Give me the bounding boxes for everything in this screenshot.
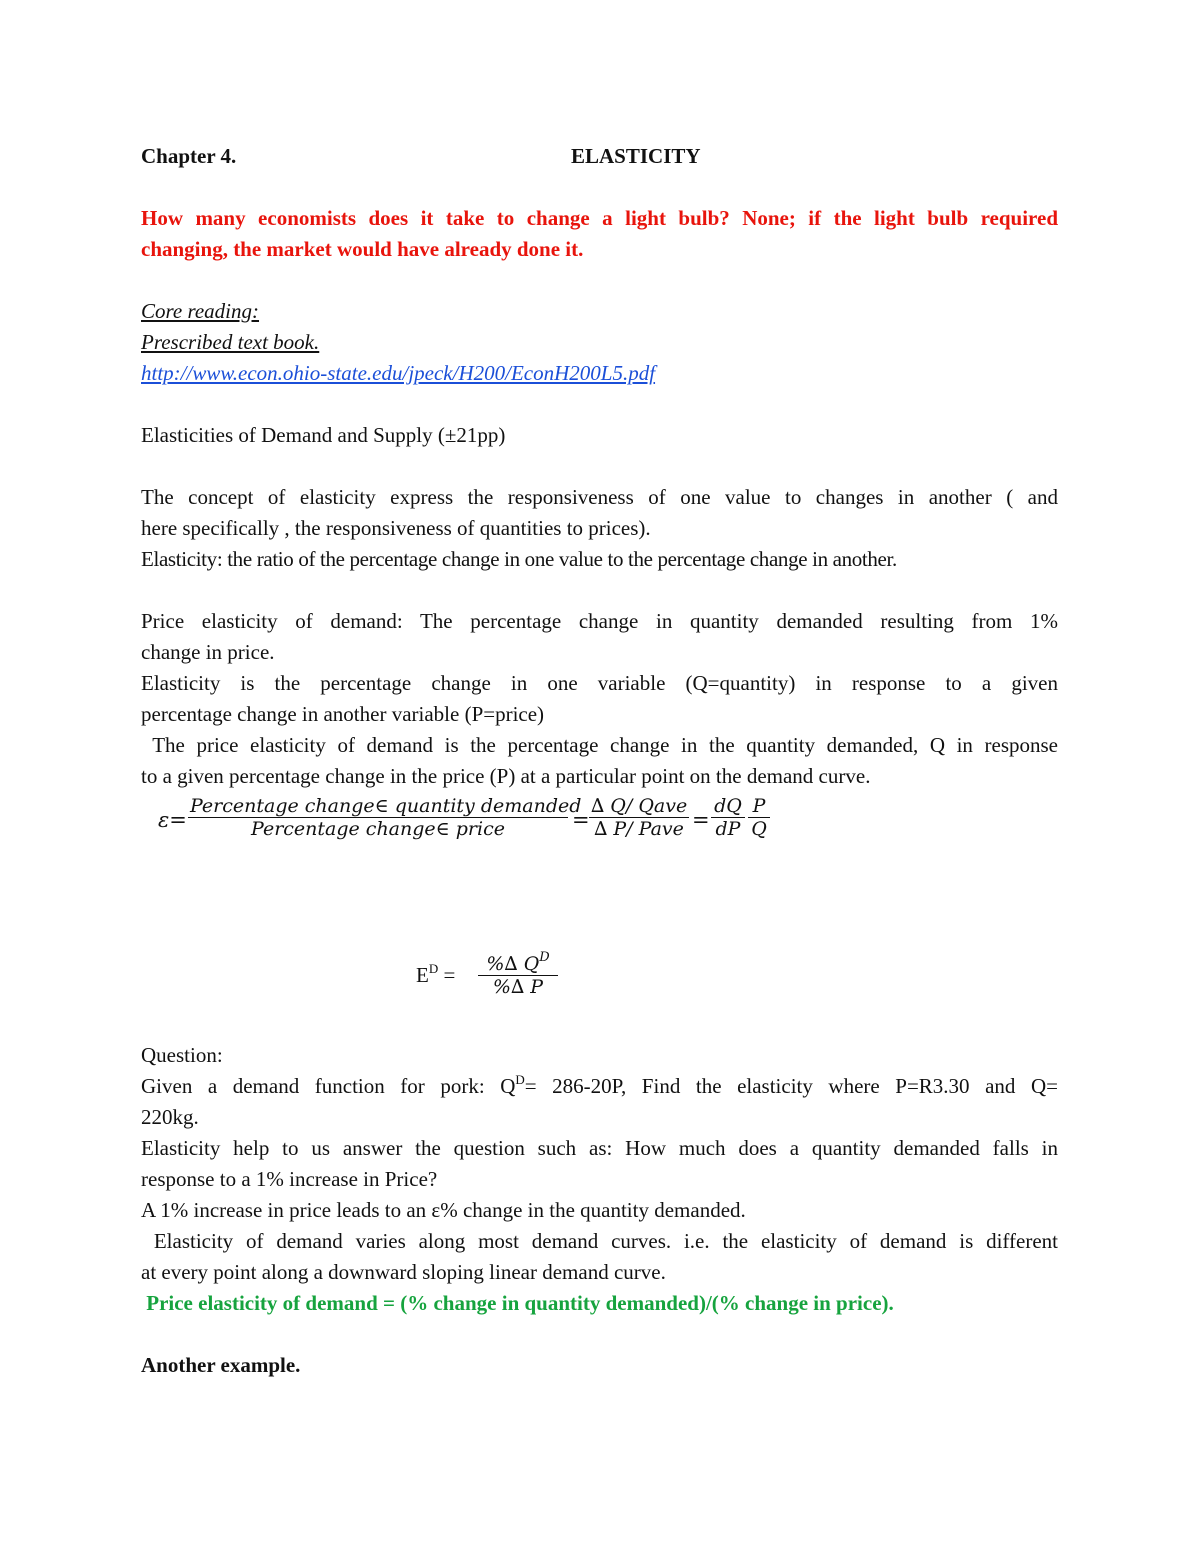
ed-numerator-superscript: D [539, 950, 550, 965]
fraction-delta [589, 795, 689, 840]
section-heading: Elasticities of Demand and Supply (±21pp) [141, 423, 506, 447]
ed-fraction [478, 950, 558, 998]
fraction-derivative [711, 795, 745, 840]
question-line-1 [141, 1071, 1058, 1102]
concept-line-1: The concept of elasticity express the responsiveness of one value to changes in another ( and [141, 485, 1058, 509]
ped-line-1: Price elasticity of demand: The percentage change in quantity demanded resulting from 1% [141, 609, 1058, 633]
variable-line-2: percentage change in another variable (P=price) [141, 702, 545, 726]
ped-line-2: change in price. [141, 640, 275, 664]
fraction-percentage [188, 795, 582, 840]
chapter-heading [141, 141, 1058, 172]
chapter-title: ELASTICITY [571, 144, 701, 168]
fraction-derivative-denominator: dP [715, 818, 741, 840]
ped-formula-green: Price elasticity of demand = (% change in quantity demanded)/(% change in price). [141, 1291, 894, 1315]
joke-line-2: changing, the market would have already done it. [141, 237, 584, 261]
ed-numerator-text: %∆ Q [486, 953, 540, 975]
chapter-number: Chapter 4. [141, 144, 237, 168]
varies-line-2: at every point along a downward sloping linear demand curve. [141, 1260, 666, 1284]
help-line-1: Elasticity help to us answer the question such as: How much does a quantity demanded falls in [141, 1136, 1058, 1160]
question-superscript: D [515, 1072, 525, 1087]
fraction-derivative-numerator: dQ [711, 795, 745, 818]
epsilon-equals: ε= [158, 808, 187, 832]
ed-denominator: %∆ P [492, 976, 544, 998]
ed-numerator [478, 950, 558, 976]
point-line-2: to a given percentage change in the price (P) at a particular point on the demand curve. [141, 764, 871, 788]
core-reading-label: Core reading: [141, 299, 260, 323]
fraction-delta-numerator: ∆ Q/ Qave [591, 795, 688, 817]
question-text-a: Given a demand function for pork: Q [141, 1074, 516, 1098]
reading-link[interactable]: http://www.econ.ohio-state.edu/jpeck/H200/EconH200L5.pdf [141, 361, 656, 385]
increase-line: A 1% increase in price leads to an ε% change in the quantity demanded. [141, 1198, 746, 1222]
fraction-percentage-denominator: Percentage change∈ price [251, 818, 505, 840]
fraction-pq-numerator: P [748, 795, 770, 818]
joke-line-1: How many economists does it take to change a light bulb? None; if the light bulb required [141, 206, 1058, 230]
another-example: Another example. [141, 1353, 301, 1377]
point-line-1: The price elasticity of demand is the percentage change in the quantity demanded, Q in response [141, 733, 1058, 757]
fraction-price-quantity [748, 795, 770, 840]
question-line-2: 220kg. [141, 1105, 199, 1129]
fraction-pq-denominator: Q [751, 818, 767, 840]
elasticity-definition: Elasticity: the ratio of the percentage change in one value to the percentage change in another. [141, 547, 897, 571]
ed-equals: = [438, 963, 456, 987]
concept-line-2: here specifically , the responsiveness of quantities to prices). [141, 516, 651, 540]
ed-symbol: E [416, 963, 429, 987]
question-text-b: = 286-20P, Find the elasticity where P=R3.30 and Q= [524, 1074, 1058, 1098]
ed-lhs [416, 963, 455, 988]
equals-sign-1: = [572, 808, 590, 832]
variable-line-1: Elasticity is the percentage change in one variable (Q=quantity) in response to a given [141, 671, 1058, 695]
equals-sign-2: = [692, 808, 710, 832]
prescribed-text-book: Prescribed text book. [141, 330, 320, 354]
question-label: Question: [141, 1043, 223, 1067]
varies-line-1: Elasticity of demand varies along most demand curves. i.e. the elasticity of demand is different [141, 1229, 1058, 1253]
help-line-2: response to a 1% increase in Price? [141, 1167, 438, 1191]
fraction-delta-denominator: ∆ P/ Pave [594, 818, 684, 840]
ed-superscript: D [428, 961, 439, 976]
fraction-percentage-numerator: Percentage change∈ quantity demanded [190, 795, 582, 817]
